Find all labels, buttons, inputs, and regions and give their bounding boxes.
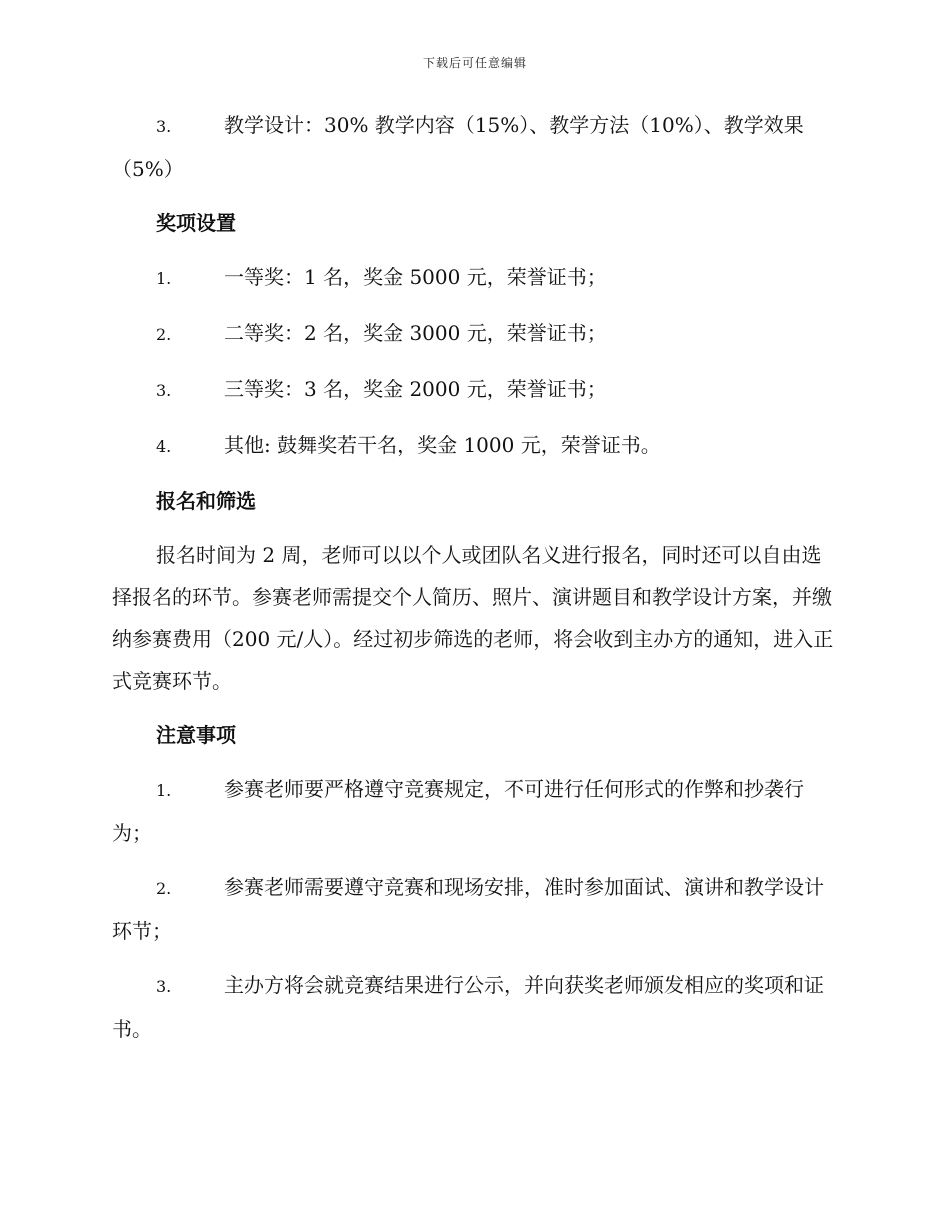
list-item-text: 一等奖：1 名，奖金 5000 元，荣誉证书； xyxy=(224,265,607,289)
document-body xyxy=(112,104,834,1062)
list-number: 3. xyxy=(156,381,172,400)
list-item xyxy=(112,312,834,356)
list-item-text: 参赛老师需要遵守竞赛和现场安排，准时参加面试、演讲和教学设计环节； xyxy=(112,875,824,943)
list-item xyxy=(112,964,834,1050)
list-item xyxy=(112,768,834,854)
section-heading-awards: 奖项设置 xyxy=(156,211,236,235)
list-number: 3. xyxy=(156,977,172,996)
list-number: 2. xyxy=(156,325,172,344)
section-heading-notes: 注意事项 xyxy=(156,723,236,747)
list-item-text: 其他: 鼓舞奖若干名，奖金 1000 元，荣誉证书。 xyxy=(224,433,661,457)
list-number: 2. xyxy=(156,879,172,898)
list-item-text: 参赛老师要严格遵守竞赛规定，不可进行任何形式的作弊和抄袭行为； xyxy=(112,777,804,845)
list-item-teaching-design xyxy=(112,104,834,190)
list-item-text: 教学设计：30% 教学内容（15%）、教学方法（10%）、教学效果（5%） xyxy=(112,113,804,181)
list-number: 3. xyxy=(156,117,172,136)
page-header: 下载后可任意编辑 xyxy=(422,56,527,70)
list-item-text: 主办方将会就竞赛结果进行公示，并向获奖老师颁发相应的奖项和证书。 xyxy=(112,973,824,1041)
list-item xyxy=(112,424,834,468)
registration-paragraph: 报名时间为 2 周，老师可以以个人或团队名义进行报名，同时还可以自由选择报名的环节。参赛老师需提交个人简历、照片、演讲题目和教学设计方案，并缴纳参赛费用（200 元/人）。经过初步筛选的老师，将会收到主办方的通知，进入正式竞赛环节。 xyxy=(112,543,834,693)
list-item-text: 三等奖：3 名，奖金 2000 元，荣誉证书； xyxy=(224,377,607,401)
list-number: 1. xyxy=(156,269,172,288)
list-item-text: 二等奖：2 名，奖金 3000 元，荣誉证书； xyxy=(224,321,607,345)
list-number: 1. xyxy=(156,781,172,800)
list-number: 4. xyxy=(156,437,172,456)
list-item xyxy=(112,866,834,952)
list-item xyxy=(112,368,834,412)
list-item xyxy=(112,256,834,300)
section-heading-registration: 报名和筛选 xyxy=(156,489,256,513)
